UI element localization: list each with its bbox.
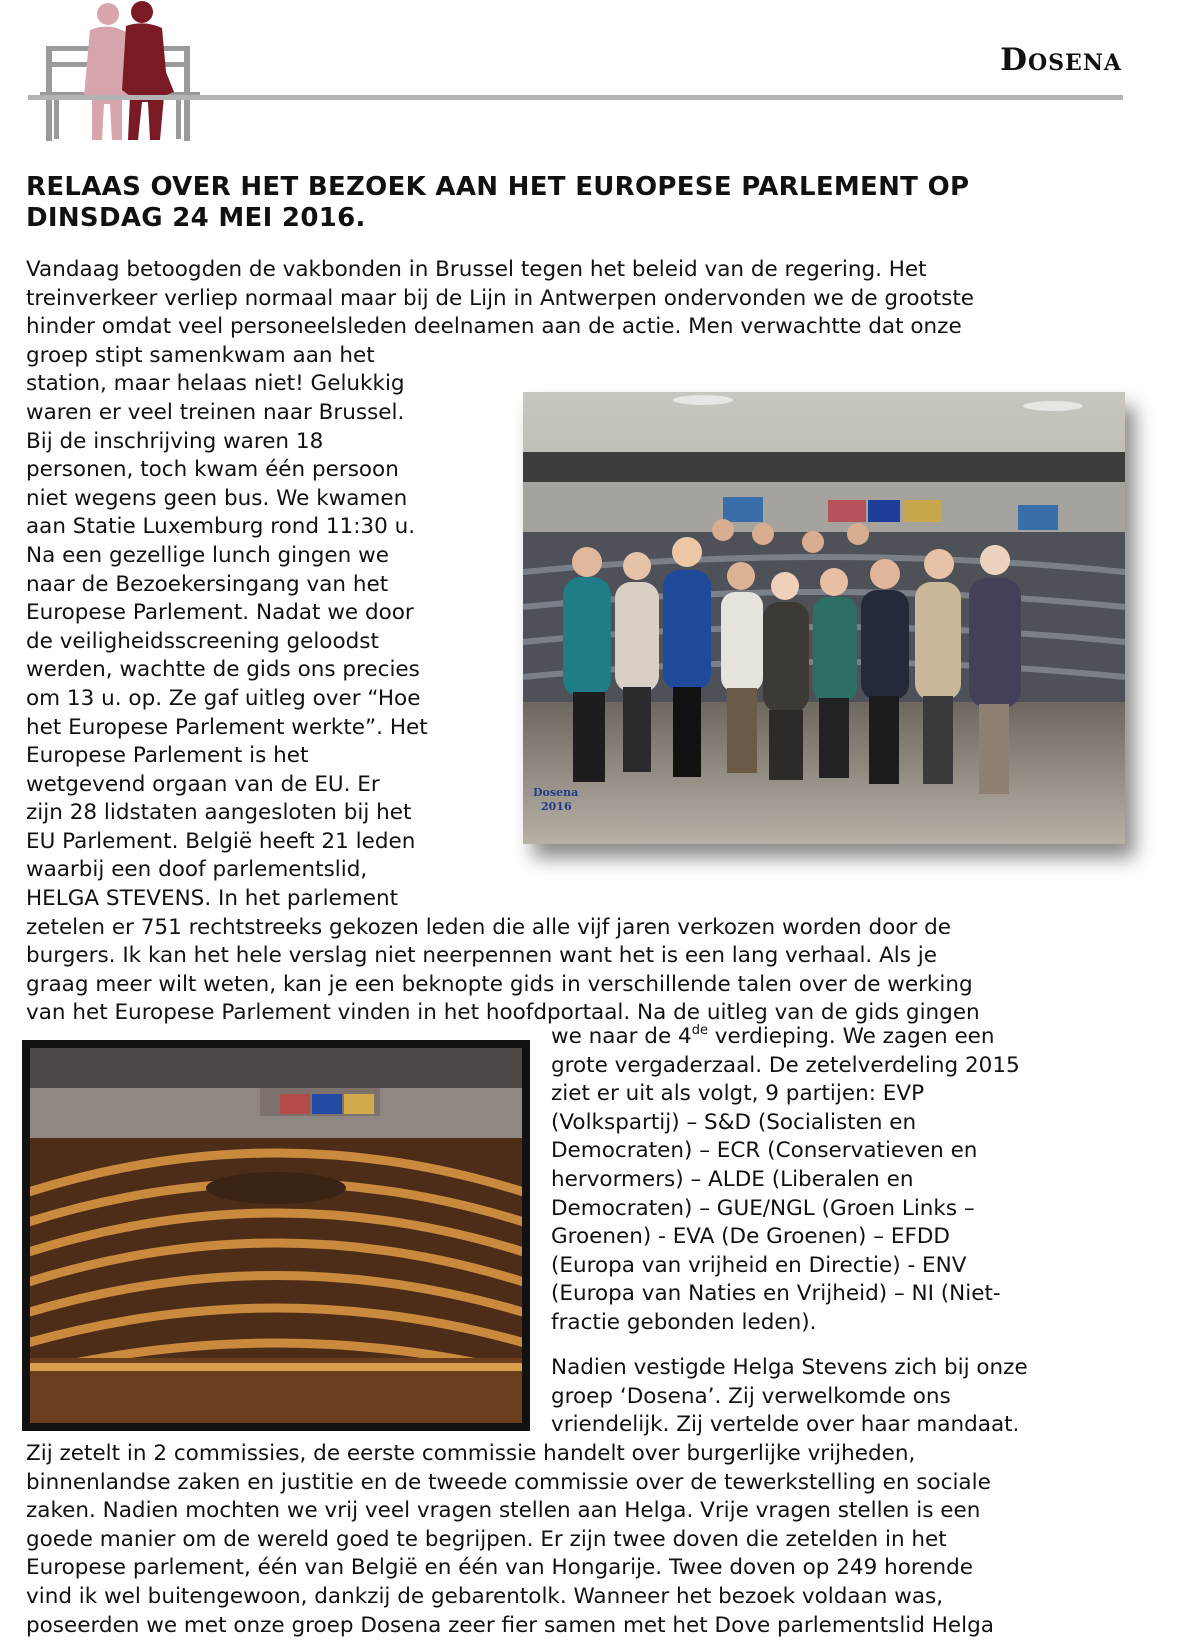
text-line: station, maar helaas niet! Gelukkig (26, 371, 405, 397)
header-rule (28, 95, 1123, 100)
text-line: Europese Parlement is het (26, 743, 309, 769)
text-line: goede manier om de wereld goed te begrijpen. Er zijn twee doven die zetelden in het (26, 1526, 947, 1552)
text-line: personen, toch kwam één persoon (26, 457, 399, 483)
paragraph-commissions (26, 1440, 994, 1640)
text-line: zaken. Nadien mochten we vrij veel vragen stellen aan Helga. Vrije vragen stellen is een (26, 1498, 981, 1524)
text-line: niet wegens geen bus. We kwamen (26, 485, 408, 511)
text-line: hervormers) – ALDE (Liberalen en (551, 1166, 914, 1192)
text-line: (Volkspartij) – S&D (Socialisten en (551, 1109, 917, 1135)
text-line: wetgevend orgaan van de EU. Er (26, 771, 380, 797)
text-line: (Europa van Naties en Vrijheid) – NI (Niet- (551, 1281, 1001, 1307)
text-fragment: verdieping. We zagen een (707, 1024, 995, 1049)
text-line: fractie gebonden leden). (551, 1309, 817, 1335)
text-line: Zij zetelt in 2 commissies, de eerste commissie handelt over burgerlijke vrijheden, (26, 1441, 916, 1466)
text-line: binnenlandse zaken en justitie en de tweede commissie over de tewerkstelling en sociale (26, 1469, 991, 1495)
group-photo-illustration (523, 392, 1125, 844)
text-line: Bij de inschrijving waren 18 (26, 428, 324, 454)
text-line: ziet er uit als volgt, 9 partijen: EVP (551, 1081, 925, 1107)
text-line: Groenen) - EVA (De Groenen) – EFDD (551, 1224, 950, 1250)
article-title (26, 172, 1086, 234)
text-line: Democraten) – ECR (Conservatieven en (551, 1138, 978, 1164)
text-line: Na een gezellige lunch gingen we (26, 542, 389, 568)
text-line: de veiligheidsscreening geloodst (26, 628, 379, 654)
photo-watermark-year: 2016 (541, 800, 572, 813)
text-line: Europese Parlement. Nadat we door (26, 600, 414, 626)
text-fragment: we naar de 4 (551, 1024, 692, 1049)
text-line: (Europa van vrijheid en Directie) - ENV (551, 1252, 967, 1278)
text-line: vriendelijk. Zij vertelde over haar mandaat. (551, 1412, 1020, 1438)
hemicycle-photo (22, 1040, 530, 1431)
text-line: HELGA STEVENS. In het parlement (26, 886, 398, 912)
article-title-line: DINSDAG 24 MEI 2016. (26, 203, 366, 233)
text-line: hinder omdat veel personeelsleden deelnamen aan de actie. Men verwachtte dat onze (26, 314, 962, 340)
paragraph-helga-visit (551, 1354, 1028, 1440)
text-line: van het Europese Parlement vinden in het hoofdportaal. Na de uitleg van de gids gingen (26, 1000, 980, 1026)
dosena-logo-bench-couple (24, 0, 214, 152)
text-line: grote vergaderzaal. De zetelverdeling 2015 (551, 1052, 1020, 1078)
text-line: naar de Bezoekersingang van het (26, 571, 389, 597)
photo-watermark-name: Dosena (533, 786, 579, 799)
text-line: waarbij een doof parlementslid, (26, 857, 368, 883)
text-line: aan Statie Luxemburg rond 11:30 u. (26, 514, 416, 540)
text-line: groep ‘Dosena’. Zij verwelkomde ons (551, 1383, 951, 1409)
text-line: het Europese Parlement werkte”. Het (26, 714, 428, 740)
text-line-with-superscript (551, 1023, 1020, 1052)
text-line: zijn 28 lidstaten aangesloten bij het (26, 800, 412, 826)
group-photo-parliament (523, 392, 1125, 844)
text-line: waren er veel treinen naar Brussel. (26, 399, 405, 425)
text-line: treinverkeer verliep normaal maar bij de Lijn in Antwerpen ondervonden we de grootste (26, 285, 974, 311)
text-line: burgers. Ik kan het hele verslag niet neerpennen want het is een lang verhaal. Als je (26, 943, 938, 969)
text-line: Europese parlement, één van België en één van Hongarije. Twee doven op 249 horende (26, 1555, 973, 1581)
text-line: Democraten) – GUE/NGL (Groen Links – (551, 1195, 975, 1221)
hemicycle-illustration (30, 1048, 522, 1423)
text-line: groep stipt samenkwam aan het (26, 342, 375, 368)
text-line: zetelen er 751 rechtstreeks gekozen leden die alle vijf jaren verkozen worden door de (26, 914, 952, 940)
text-line: EU Parlement. België heeft 21 leden (26, 828, 416, 854)
text-line: poseerden we met onze groep Dosena zeer fier samen met het Dove parlementslid Helga (26, 1612, 994, 1638)
text-line: werden, wachtte de gids ons precies (26, 657, 420, 683)
text-line: om 13 u. op. Ze gaf uitleg over “Hoe (26, 685, 421, 711)
paragraph-party-seats (551, 1023, 1020, 1338)
text-line: vind ik wel buitengewoon, dankzij de gebarentolk. Wanneer het bezoek voldaan was, (26, 1583, 944, 1609)
superscript: de (691, 1023, 708, 1038)
text-line: graag meer wilt weten, kan je een beknopte gids in verschillende talen over de werking (26, 971, 973, 997)
text-line: Nadien vestigde Helga Stevens zich bij onze (551, 1355, 1028, 1380)
article-title-line: RELAAS OVER HET BEZOEK AAN HET EUROPESE PARLEMENT OP (26, 172, 970, 202)
text-line: Vandaag betoogden de vakbonden in Brussel tegen het beleid van de regering. Het (26, 257, 927, 282)
brand-title: Dosena (1000, 42, 1122, 78)
